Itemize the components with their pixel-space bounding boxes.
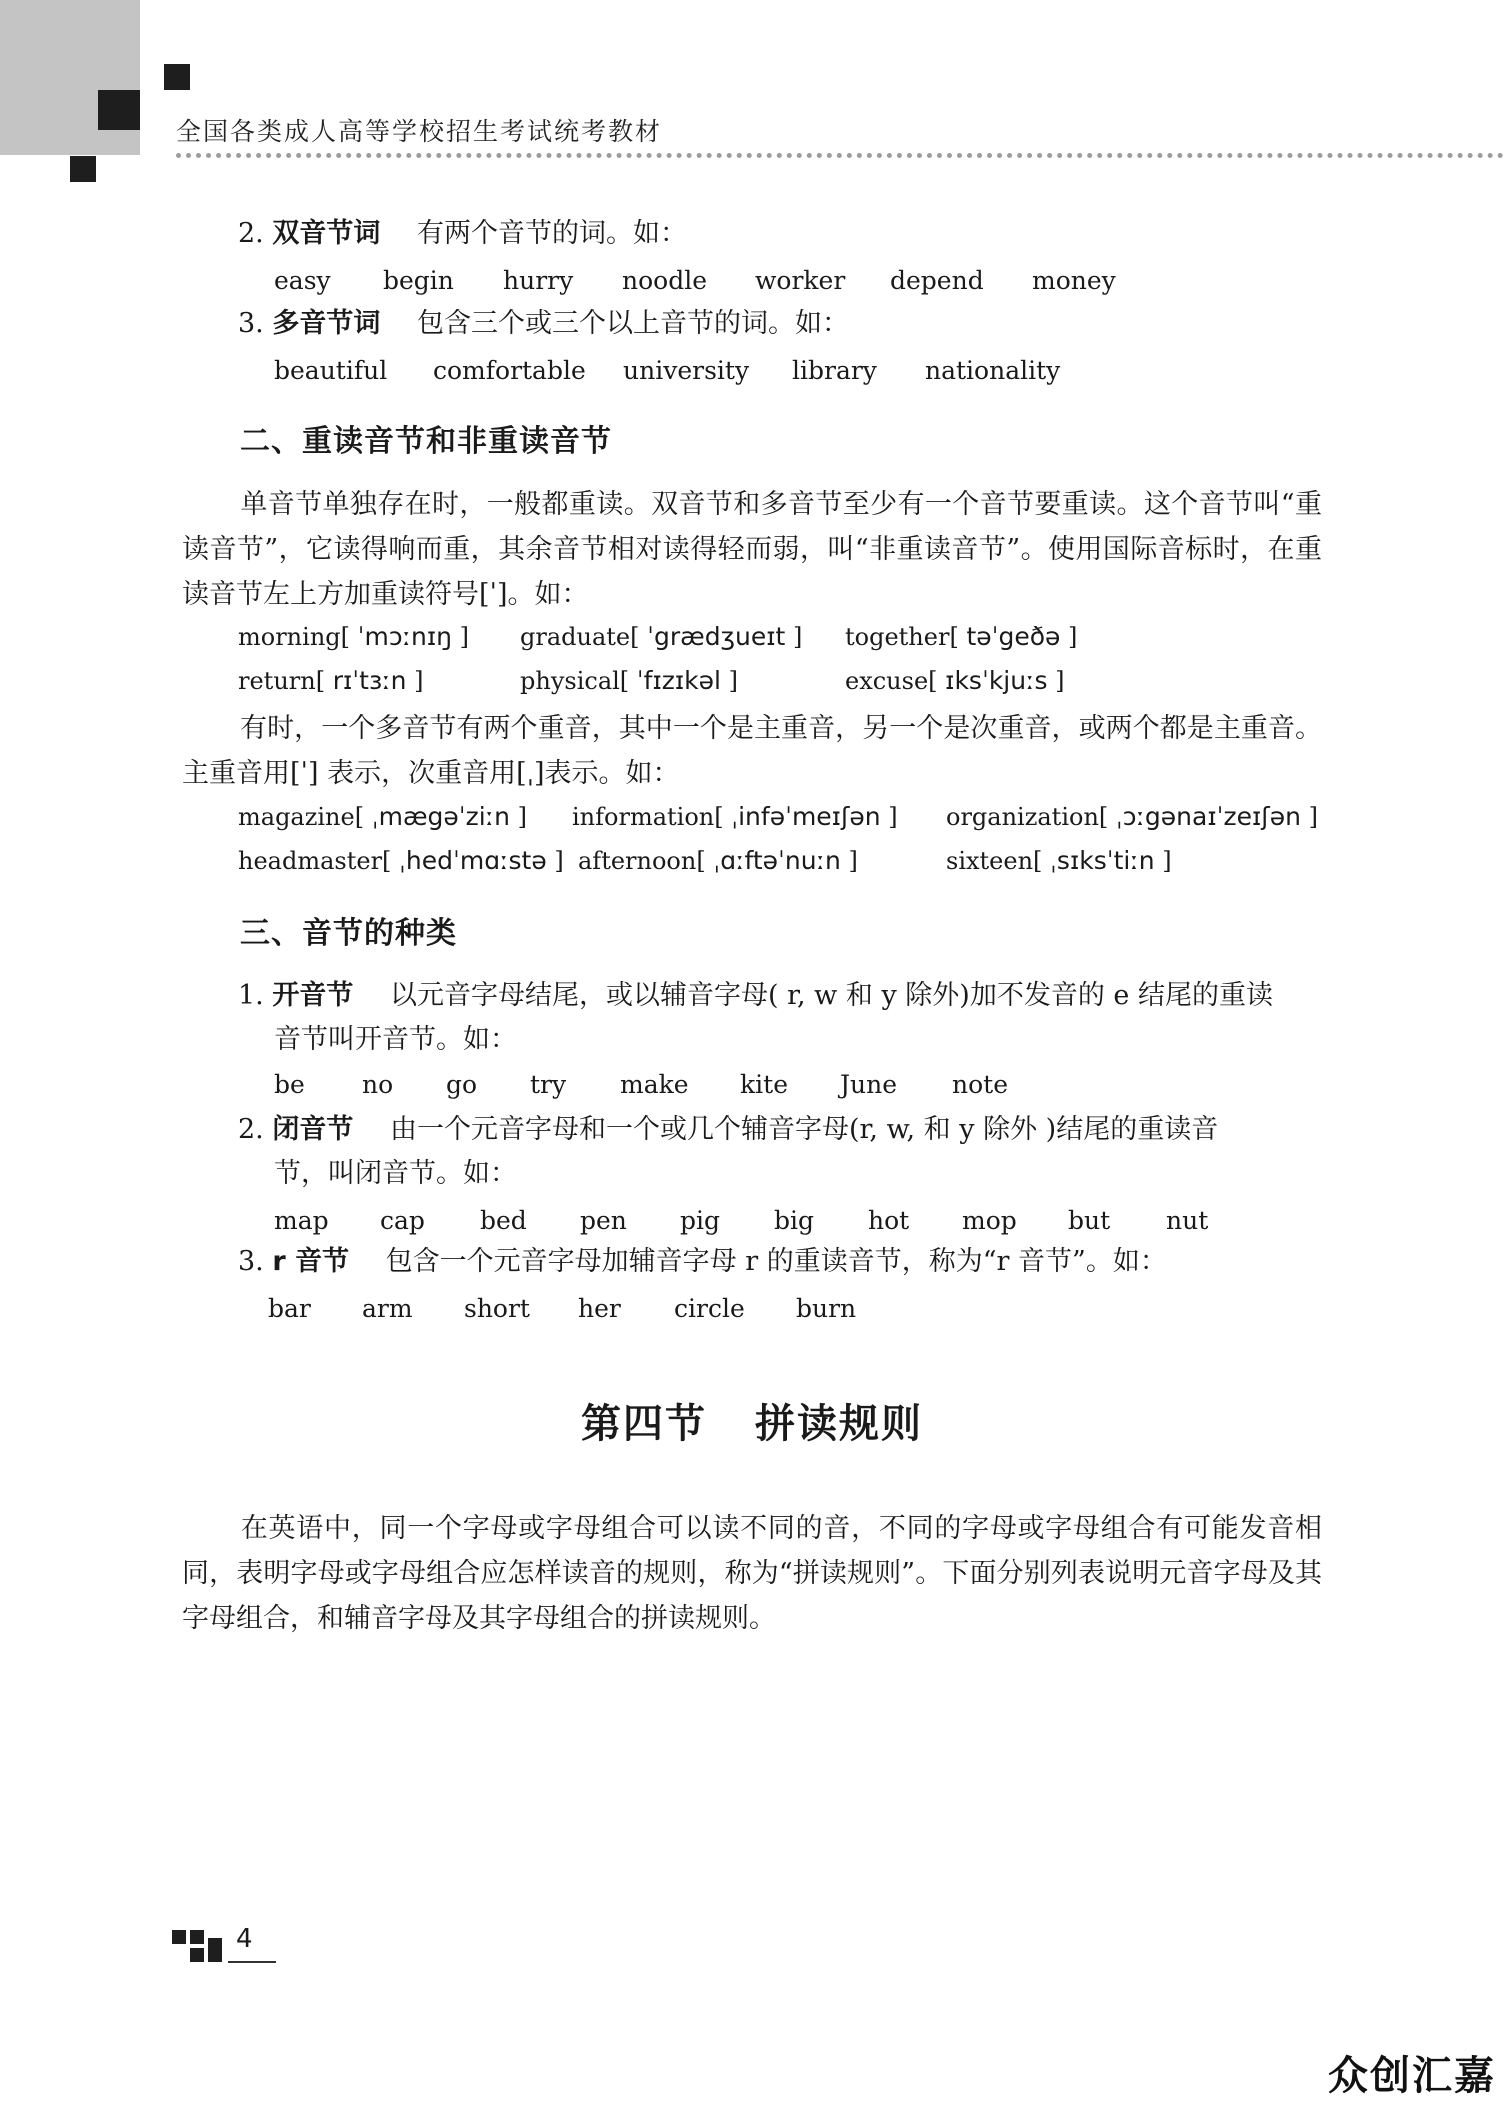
- header-rule: [176, 153, 1504, 158]
- paragraph-text: 有时，一个多音节有两个重音，其中一个是主重音，另一个是次重音，或两个都是主重音。主重音用[ˈ] 表示，次重音用[ˌ]表示。如：: [182, 713, 1322, 789]
- example-word: try: [530, 1070, 567, 1099]
- header-title: 全国各类成人高等学校招生考试统考教材: [176, 117, 663, 146]
- example-word: short: [464, 1294, 530, 1323]
- paragraph-text: 单音节单独存在时，一般都重读。双音节和多音节至少有一个音节要重读。这个音节叫“重读音节”，它读得响而重，其余音节相对读得轻而弱，叫“非重读音节”。使用国际音标时，在重读音节左上方加重读符号[ˈ]。如：: [182, 489, 1322, 610]
- item-desc-continued: 音节叫开音节。如：: [274, 1024, 517, 1055]
- header-decoration: [0, 0, 140, 155]
- example-word: burn: [796, 1294, 857, 1323]
- paragraph: [182, 482, 1322, 617]
- open-syllable-item: [238, 978, 1273, 1014]
- example-word: beautiful: [274, 356, 388, 385]
- example-word: her: [578, 1294, 621, 1323]
- footer-square: [190, 1948, 204, 1962]
- example-word: worker: [755, 266, 846, 295]
- ipa-example: sixteen[ ˌsɪksˈtiːn ]: [946, 846, 1172, 875]
- example-word: mop: [962, 1206, 1017, 1235]
- chapter-number: 第四节: [581, 1400, 707, 1447]
- ipa-example: headmaster[ ˌhedˈmɑːstə ]: [238, 846, 564, 875]
- example-word: kite: [740, 1070, 788, 1099]
- example-word: arm: [362, 1294, 413, 1323]
- item-title: r 音节: [272, 1246, 350, 1277]
- ipa-word: headmaster: [238, 847, 383, 875]
- header-square: [98, 90, 140, 130]
- example-word: bar: [268, 1294, 311, 1323]
- ipa-word: afternoon: [578, 847, 697, 875]
- example-word: nationality: [925, 356, 1061, 385]
- item-number: 2.: [238, 218, 264, 249]
- example-word: June: [840, 1070, 898, 1099]
- example-word: pig: [680, 1206, 721, 1235]
- example-word: hot: [868, 1206, 910, 1235]
- ipa-transcription: ˈgrædʒueɪt: [647, 622, 786, 651]
- watermark: 众创汇嘉: [1328, 2053, 1496, 2099]
- paragraph: [182, 1506, 1322, 1641]
- example-word: make: [620, 1070, 689, 1099]
- ipa-transcription: ˌɔːgənaɪˈzeɪʃən: [1115, 802, 1301, 831]
- ipa-example: morning[ ˈmɔːnɪŋ ]: [238, 622, 470, 651]
- ipa-example: organization[ ˌɔːgənaɪˈzeɪʃən ]: [946, 802, 1318, 831]
- example-word: go: [446, 1070, 478, 1099]
- example-word: cap: [380, 1206, 425, 1235]
- example-word: university: [623, 356, 750, 385]
- ipa-transcription: ˌmægəˈziːn: [371, 802, 510, 831]
- item-title: 多音节词: [272, 308, 381, 339]
- example-word: begin: [383, 266, 454, 295]
- chapter-title: 拼读规则: [755, 1400, 923, 1447]
- ipa-example: graduate[ ˈgrædʒueɪt ]: [520, 622, 803, 651]
- example-word: but: [1068, 1206, 1111, 1235]
- item-number: 2.: [238, 1114, 264, 1145]
- page-number-rule: [228, 1961, 276, 1963]
- ipa-transcription: təˈgeðə: [966, 622, 1061, 651]
- example-word: hurry: [503, 266, 574, 295]
- paragraph-text: 在英语中，同一个字母或字母组合可以读不同的音，不同的字母或字母组合有可能发音相同，表明字母或字母组合应怎样读音的规则，称为“拼读规则”。下面分别列表说明元音字母及其字母组合，和辅音字母及其字母组合的拼读规则。: [182, 1513, 1322, 1634]
- footer-square: [172, 1930, 186, 1944]
- example-word: money: [1032, 266, 1116, 295]
- item-number: 3.: [238, 308, 264, 339]
- ipa-word: graduate: [520, 623, 631, 651]
- ipa-word: physical: [520, 667, 620, 695]
- ipa-transcription: ˌsɪksˈtiːn: [1050, 846, 1155, 875]
- ipa-transcription: rɪˈtɜːn: [332, 666, 407, 695]
- item-two-syllable: [238, 216, 687, 252]
- example-word: bed: [480, 1206, 527, 1235]
- item-desc-continued: 节，叫闭音节。如：: [274, 1158, 517, 1189]
- example-word: easy: [274, 266, 331, 295]
- ipa-example: information[ ˌinfəˈmeɪʃən ]: [572, 802, 898, 831]
- r-syllable-item: [238, 1244, 1167, 1280]
- item-title: 开音节: [272, 980, 354, 1011]
- ipa-word: organization: [946, 803, 1099, 831]
- item-title: 闭音节: [272, 1114, 354, 1145]
- section-heading: 三、音节的种类: [240, 916, 457, 951]
- example-word: nut: [1166, 1206, 1209, 1235]
- ipa-example: together[ təˈgeðə ]: [845, 622, 1078, 651]
- example-word: note: [952, 1070, 1008, 1099]
- example-word: map: [274, 1206, 329, 1235]
- ipa-example: return[ rɪˈtɜːn ]: [238, 666, 424, 695]
- chapter-heading: [0, 1392, 1504, 1449]
- ipa-word: excuse: [845, 667, 929, 695]
- example-word: be: [274, 1070, 305, 1099]
- item-desc: 包含一个元音字母加辅音字母 r 的重读音节，称为“r 音节”。如：: [385, 1246, 1167, 1277]
- example-word: pen: [580, 1206, 627, 1235]
- item-number: 3.: [238, 1246, 264, 1277]
- ipa-transcription: ˈfɪzɪkəl: [636, 666, 721, 695]
- item-desc: 有两个音节的词。如：: [416, 218, 687, 249]
- example-word: library: [792, 356, 877, 385]
- footer-square: [190, 1930, 204, 1944]
- ipa-example: physical[ ˈfɪzɪkəl ]: [520, 666, 738, 695]
- example-word: circle: [674, 1294, 745, 1323]
- ipa-example: magazine[ ˌmægəˈziːn ]: [238, 802, 527, 831]
- footer-square: [208, 1938, 222, 1952]
- closed-syllable-item: [238, 1112, 1218, 1148]
- ipa-word: information: [572, 803, 715, 831]
- item-number: 1.: [238, 980, 264, 1011]
- header-square: [70, 156, 96, 182]
- ipa-word: together: [845, 623, 950, 651]
- item-title: 双音节词: [272, 218, 381, 249]
- header-square: [164, 64, 190, 90]
- example-word: comfortable: [433, 356, 586, 385]
- ipa-transcription: ˌinfəˈmeɪʃən: [731, 802, 881, 831]
- ipa-word: sixteen: [946, 847, 1034, 875]
- ipa-transcription: ˌhedˈmɑːstə: [399, 846, 547, 875]
- ipa-transcription: ˌɑːftəˈnuːn: [713, 846, 841, 875]
- section-heading: 二、重读音节和非重读音节: [240, 424, 612, 459]
- example-word: big: [774, 1206, 815, 1235]
- ipa-transcription: ɪksˈkjuːs: [945, 666, 1048, 695]
- ipa-word: morning: [238, 623, 341, 651]
- page-number: 4: [236, 1924, 253, 1954]
- item-desc: 由一个元音字母和一个或几个辅音字母(r, w, 和 y 除外 )结尾的重读音: [389, 1114, 1219, 1145]
- paragraph: [182, 706, 1322, 796]
- ipa-word: return: [238, 667, 316, 695]
- example-word: no: [362, 1070, 394, 1099]
- example-word: depend: [890, 266, 984, 295]
- ipa-word: magazine: [238, 803, 355, 831]
- footer-square: [208, 1952, 222, 1962]
- example-word: noodle: [622, 266, 707, 295]
- item-desc: 包含三个或三个以上音节的词。如：: [416, 308, 849, 339]
- ipa-transcription: ˈmɔːnɪŋ: [357, 622, 453, 651]
- item-desc: 以元音字母结尾，或以辅音字母( r, w 和 y 除外)加不发音的 e 结尾的重读: [389, 980, 1273, 1011]
- ipa-example: afternoon[ ˌɑːftəˈnuːn ]: [578, 846, 858, 875]
- ipa-example: excuse[ ɪksˈkjuːs ]: [845, 666, 1065, 695]
- item-multi-syllable: [238, 306, 849, 342]
